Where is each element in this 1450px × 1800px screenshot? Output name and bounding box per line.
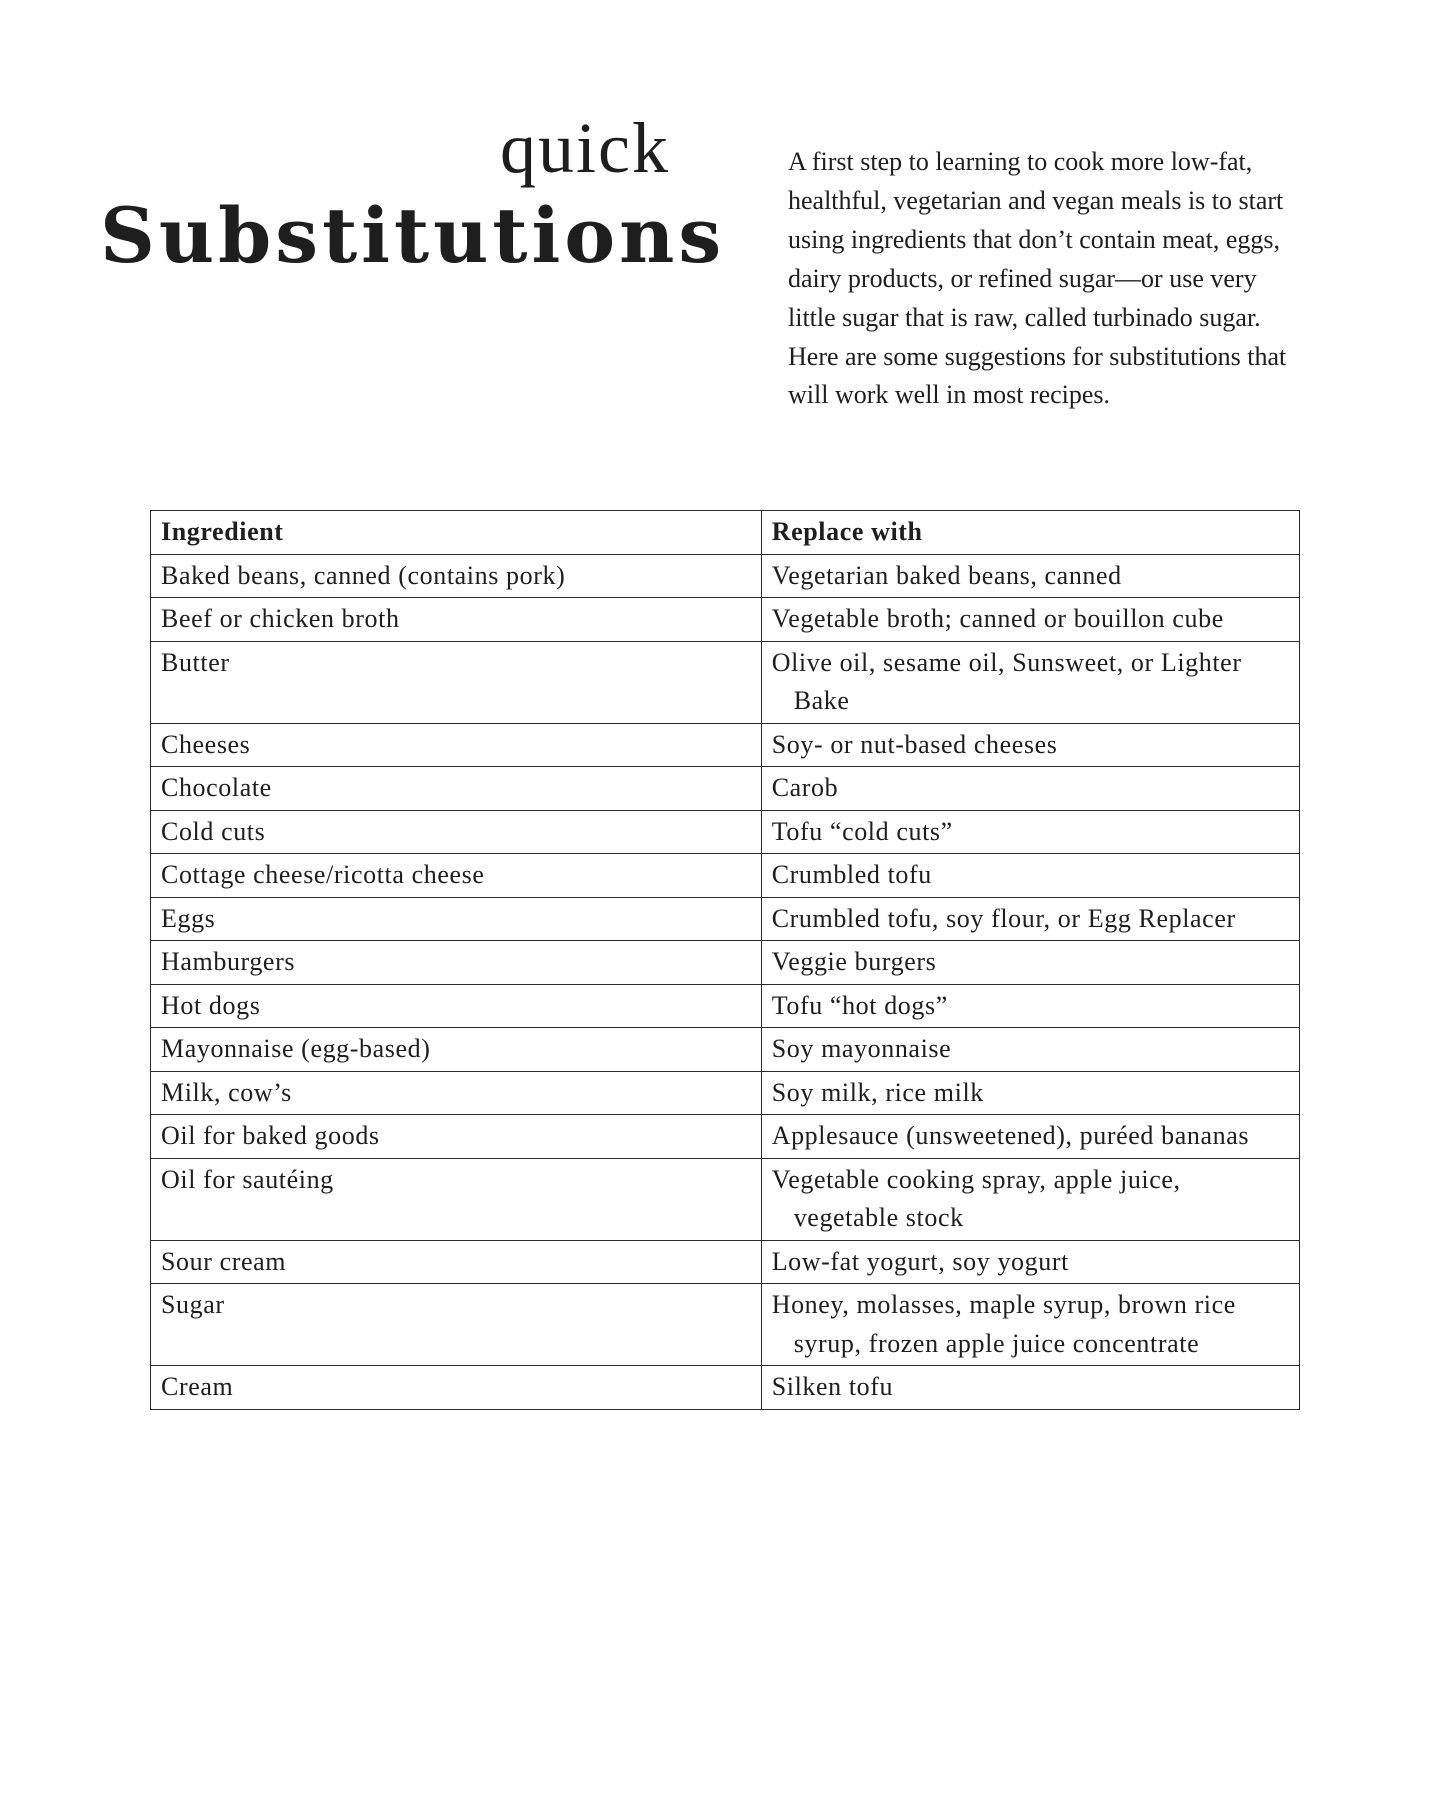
table-row [151,723,1300,767]
ingredient-cell: Chocolate [151,767,762,811]
title-substitutions: Substitutions [100,191,726,280]
replacement-cell: Veggie burgers [761,941,1299,985]
replacement-cell: Low-fat yogurt, soy yogurt [761,1240,1299,1284]
table-row [151,1115,1300,1159]
table-row [151,941,1300,985]
table-row [151,984,1300,1028]
replacement-cell: Honey, molasses, maple syrup, brown rice syrup, frozen apple juice concentrate [761,1284,1299,1366]
table-body [151,554,1300,1409]
header-replace-with: Replace with [761,511,1299,555]
ingredient-cell: Oil for baked goods [151,1115,762,1159]
ingredient-cell: Sour cream [151,1240,762,1284]
replacement-cell: Soy- or nut-based cheeses [761,723,1299,767]
replacement-cell: Olive oil, sesame oil, Sunsweet, or Lighter Bake [761,641,1299,723]
ingredient-cell: Hot dogs [151,984,762,1028]
ingredient-cell: Butter [151,641,762,723]
ingredient-cell: Eggs [151,897,762,941]
replacement-cell: Vegetable broth; canned or bouillon cube [761,598,1299,642]
replacement-cell: Soy mayonnaise [761,1028,1299,1072]
table-row [151,1284,1300,1366]
ingredient-cell: Sugar [151,1284,762,1366]
ingredient-cell: Oil for sautéing [151,1158,762,1240]
header-ingredient: Ingredient [151,511,762,555]
replacement-cell: Crumbled tofu, soy flour, or Egg Replacer [761,897,1299,941]
replacement-cell: Carob [761,767,1299,811]
replacement-cell: Vegetarian baked beans, canned [761,554,1299,598]
table-row [151,1028,1300,1072]
ingredient-cell: Cottage cheese/ricotta cheese [151,854,762,898]
table-row [151,897,1300,941]
replacement-cell: Applesauce (unsweetened), puréed bananas [761,1115,1299,1159]
table-row [151,598,1300,642]
title-quick: quick [500,108,670,188]
replacement-cell: Crumbled tofu [761,854,1299,898]
table-row [151,767,1300,811]
table-header-row [151,511,1300,555]
replacement-cell: Tofu “cold cuts” [761,810,1299,854]
table-row [151,1366,1300,1410]
ingredient-cell: Cold cuts [151,810,762,854]
replacement-cell: Tofu “hot dogs” [761,984,1299,1028]
table-row [151,1240,1300,1284]
ingredient-cell: Baked beans, canned (contains pork) [151,554,762,598]
replacement-cell: Vegetable cooking spray, apple juice, vegetable stock [761,1158,1299,1240]
ingredient-cell: Milk, cow’s [151,1071,762,1115]
ingredient-cell: Cheeses [151,723,762,767]
ingredient-cell: Cream [151,1366,762,1410]
table-row [151,641,1300,723]
ingredient-cell: Mayonnaise (egg-based) [151,1028,762,1072]
table-row [151,1071,1300,1115]
substitutions-table [150,510,1300,1410]
table-row [151,554,1300,598]
replacement-cell: Soy milk, rice milk [761,1071,1299,1115]
table-row [151,810,1300,854]
ingredient-cell: Hamburgers [151,941,762,985]
ingredient-cell: Beef or chicken broth [151,598,762,642]
replacement-cell: Silken tofu [761,1366,1299,1410]
table-row [151,1158,1300,1240]
intro-paragraph: A first step to learning to cook more low-fat, healthful, vegetarian and vegan meals is to start using ingredients that don’t contain meat, eggs, dairy products, or refined sugar—or use very little sugar that is raw, called turbinado sugar. Here are some suggestions for substitutions that will work well in most recipes. [788,147,1287,410]
title-block [100,108,726,284]
table-row [151,854,1300,898]
